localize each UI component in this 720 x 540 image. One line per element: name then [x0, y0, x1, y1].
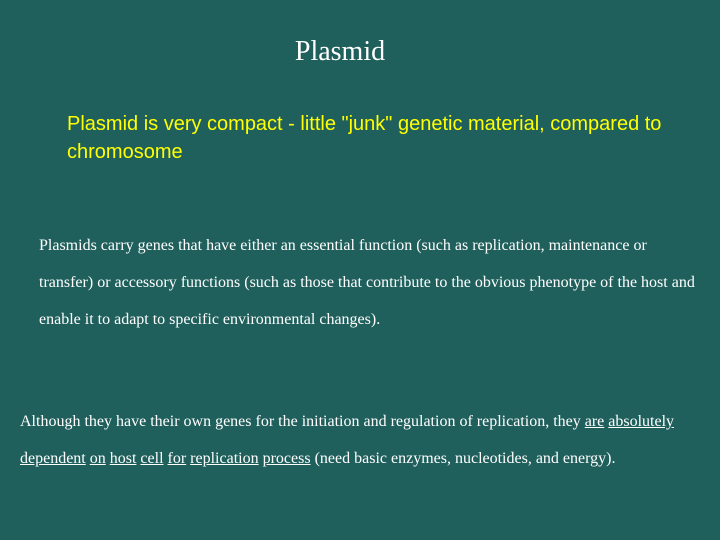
underlined-word: cell — [140, 450, 164, 467]
underlined-word: replication — [190, 450, 259, 467]
underlined-word: are — [584, 413, 605, 430]
underlined-word: absolutely — [608, 413, 675, 430]
underlined-word: on — [89, 450, 106, 467]
paragraph-outro: (need basic enzymes, nucleotides, and energy). — [310, 450, 616, 467]
underlined-word: for — [167, 450, 187, 467]
slide-subtitle: Plasmid is very compact - little "junk" genetic material, compared to chromosome — [67, 113, 662, 163]
paragraph-intro: Although they have their own genes for the initiation and regulation of replication, they — [20, 413, 585, 430]
slide-title: Plasmid — [294, 36, 386, 67]
paragraph-plasmid-functions: Plasmids carry genes that have either an essential function (such as replication, maintenance or transfer) or accessory functions (such as those that contribute to the obvious phenotype of the host and enable it to adapt to specific environmental changes). — [39, 237, 695, 328]
underlined-word: dependent — [20, 450, 86, 467]
underlined-word: host — [109, 450, 137, 467]
underlined-word: process — [262, 450, 311, 467]
paragraph-replication-dependence — [20, 403, 704, 477]
